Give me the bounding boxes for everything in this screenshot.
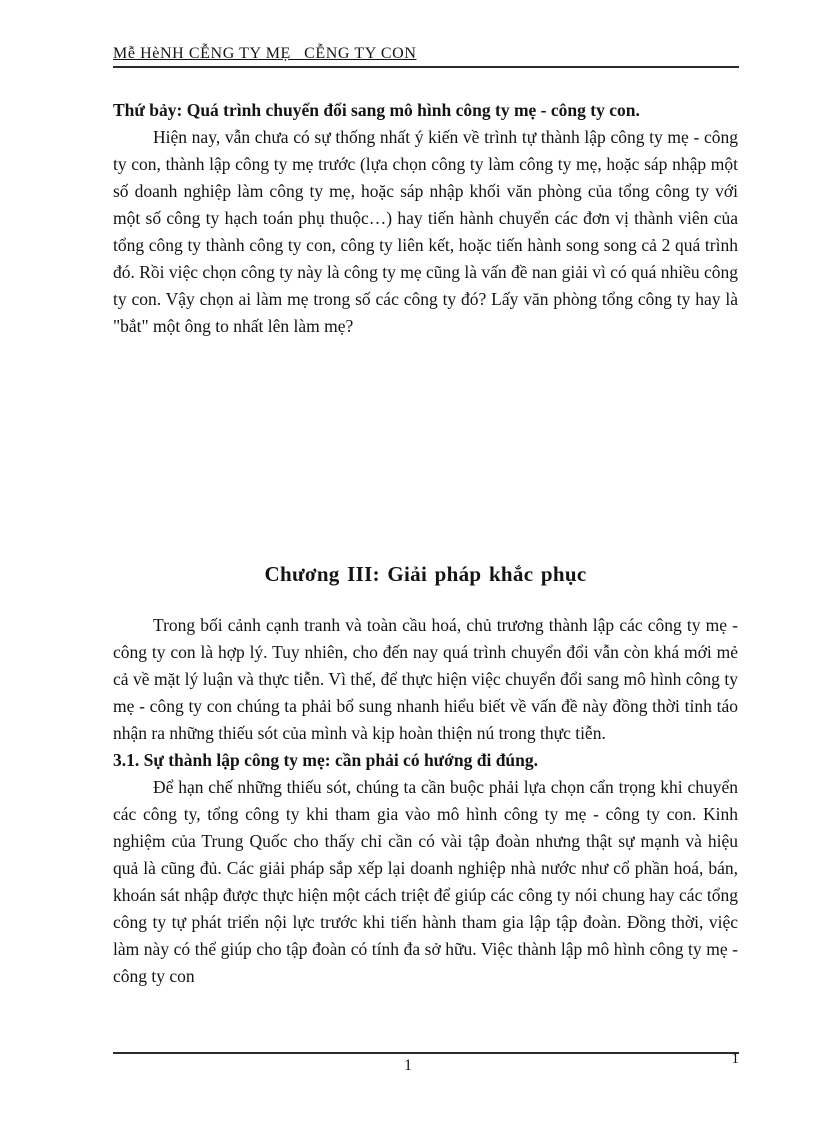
header-title: Mễ HèNH CỄNG TY MẸ_ CỄNG TY CON [113,45,417,62]
document-body [113,97,738,990]
page-header [113,44,739,68]
paragraph-chapter-intro: Trong bối cảnh cạnh tranh và toàn cầu hoá, chủ trương thành lập các công ty mẹ - công ty con là hợp lý. Tuy nhiên, cho đến nay quá trình chuyển đổi vẫn còn khá mới mẻ cả về mặt lý luận và thực tiễn. Vì thế, để thực hiện việc chuyển đổi sang mô hình công ty mẹ - công ty con chúng ta phải bổ sung nhanh hiểu biết về vấn đề này đồng thời tỉnh táo nhận ra những thiếu sót của mình và kịp hoàn thiện nú trong thực tiễn. [113,615,738,743]
footnote-marker: 1 [731,1051,739,1067]
chapter-heading: Chương III: Giải pháp khắc phục [264,562,587,586]
paragraph-seventh-body: Hiện nay, vẫn chưa có sự thống nhất ý kiến về trình tự thành lập công ty mẹ - công ty con, thành lập công ty mẹ trước (lựa chọn công ty làm công ty mẹ, hoặc sáp nhập một số doanh nghiệp làm công ty mẹ, hoặc sáp nhập khối văn phòng của tổng công ty với một số công ty hạch toán phụ thuộc…) hay tiến hành chuyển các đơn vị thành viên của tổng công ty thành công ty con, công ty liên kết, hoặc tiến hành song song cả 2 quá trình đó. Rồi việc chọn công ty này là công ty mẹ cũng là vấn đề nan giải vì có quá nhiều công ty con. Vậy chọn ai làm mẹ trong số các công ty đó? Lấy văn phòng tổng công ty hay là "bắt" một ông to nhất lên làm mẹ? [113,127,738,336]
paragraph-seventh-heading: Thứ bảy: Quá trình chuyển đổi sang mô hình công ty mẹ - công ty con. [113,100,640,120]
paragraph-section-body: Để hạn chế những thiếu sót, chúng ta cần buộc phải lựa chọn cẩn trọng khi chuyển các công ty, tổng công ty khi tham gia vào mô hình công ty mẹ - công ty con. Kinh nghiệm của Trung Quốc cho thấy chỉ cần có vài tập đoàn nhưng thật sự mạnh và hiệu quả là cũng đủ. Các giải pháp sắp xếp lại doanh nghiệp nhà nước như cổ phần hoá, bán, khoán sát nhập được thực hiện một cách triệt để giúp các công ty nói chung hay các tổng công ty tự phát triển nội lực trước khi tiến hành tham gia lập tập đoàn. Đồng thời, việc làm này có thể giúp cho tập đoàn có tính đa sở hữu. Việc thành lập mô hình công ty mẹ - công ty con [113,777,738,986]
footer-divider [113,1052,739,1054]
page-number: 1 [404,1057,412,1074]
section-heading: 3.1. Sự thành lập công ty mẹ: cần phải có hướng đi đúng. [113,750,539,770]
